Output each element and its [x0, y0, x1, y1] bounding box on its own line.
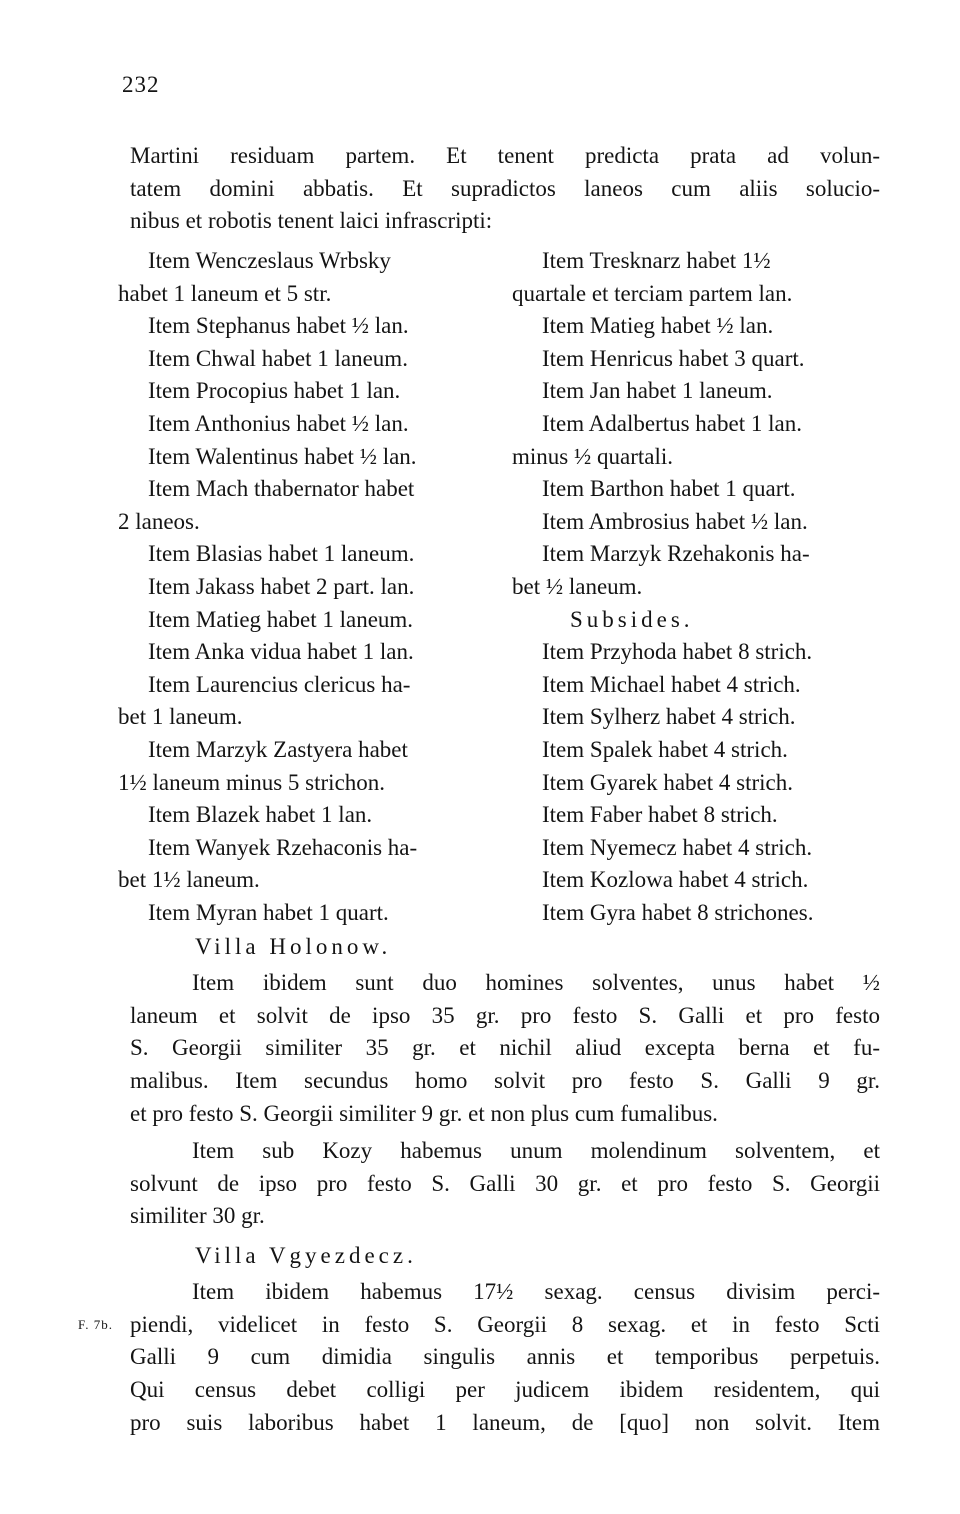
list-item: Item Anthonius habet ½ lan. [148, 410, 409, 436]
text-line: laneum et solvit de ipso 35 gr. pro festo S. Galli et pro festo [130, 1002, 880, 1028]
list-item: Item Marzyk Zastyera habet [148, 736, 408, 762]
list-item: Item Michael habet 4 strich. [542, 671, 801, 697]
list-item-continuation: 2 laneos. [118, 508, 200, 534]
list-item: Item Stephanus habet ½ lan. [148, 313, 409, 339]
list-item-continuation: habet 1 laneum et 5 str. [118, 280, 332, 306]
intro-paragraph [130, 140, 880, 238]
right-column-list [512, 245, 882, 929]
list-item: Item Nyemecz habet 4 strich. [542, 834, 813, 860]
list-item: Item Jakass habet 2 part. lan. [148, 573, 415, 599]
text-line: Qui census debet colligi per judicem ibidem residentem, qui [130, 1377, 880, 1403]
text-line: piendi, videlicet in festo S. Georgii 8 sexag. et in festo Scti [130, 1311, 880, 1337]
list-item: Item Chwal habet 1 laneum. [148, 345, 408, 371]
list-item: Item Jan habet 1 laneum. [542, 378, 773, 404]
list-item: Item Mach thabernator habet [148, 476, 415, 502]
mill-paragraph [130, 1135, 880, 1233]
list-item: Item Wanyek Rzehaconis ha- [148, 834, 418, 860]
list-item: Item Adalbertus habet 1 lan. [542, 410, 802, 436]
list-item: Item Myran habet 1 quart. [148, 899, 389, 925]
text-line: Item ibidem sunt duo homines solventes, unus habet ½ [192, 970, 880, 995]
subheading-subsides: Subsides. [570, 606, 694, 632]
text-line: tatem domini abbatis. Et supradictos laneos cum aliis solucio- [130, 175, 880, 201]
list-item-continuation: 1½ laneum minus 5 strichon. [118, 769, 386, 795]
list-item: Item Blazek habet 1 lan. [148, 802, 373, 828]
list-item-continuation: bet 1½ laneum. [118, 867, 260, 893]
list-item: Item Blasias habet 1 laneum. [148, 541, 415, 567]
list-item: Item Procopius habet 1 lan. [148, 378, 401, 404]
page-number: 232 [122, 72, 160, 97]
text-line: nibus et robotis tenent laici infrascripti: [130, 208, 493, 234]
list-item: Item Anka vidua habet 1 lan. [148, 639, 414, 665]
list-item-continuation: bet 1 laneum. [118, 704, 243, 730]
folio-margin-note: F. 7b. [78, 1317, 113, 1332]
list-item: Item Przyhoda habet 8 strich. [542, 639, 813, 665]
text-line: Item sub Kozy habemus unum molendinum solventem, et [192, 1138, 880, 1163]
text-line: S. Georgii similiter 35 gr. et nichil aliud excepta berna et fu- [130, 1035, 880, 1061]
list-item: Item Matieg habet 1 laneum. [148, 606, 414, 632]
text-line: pro suis laboribus habet 1 laneum, de [quo] non solvit. Item [130, 1409, 880, 1435]
list-item: Item Marzyk Rzehakonis ha- [542, 541, 810, 567]
list-item: Item Faber habet 8 strich. [542, 802, 778, 828]
list-item: Item Gyra habet 8 strichones. [542, 899, 814, 925]
text-line: Martini residuam partem. Et tenent predicta prata ad volun- [130, 143, 880, 168]
list-item-continuation: quartale et terciam partem lan. [512, 280, 793, 306]
text-line: Galli 9 cum dimidia singulis annis et temporibus perpetuis. [130, 1344, 880, 1370]
left-column-list [118, 245, 490, 929]
list-item: Item Walentinus habet ½ lan. [148, 443, 417, 469]
list-item: Item Wenczeslaus Wrbsky [148, 248, 391, 273]
list-item: Item Gyarek habet 4 strich. [542, 769, 793, 795]
text-line: malibus. Item secundus homo solvit pro festo S. Galli 9 gr. [130, 1068, 880, 1094]
text-line: et pro festo S. Georgii similiter 9 gr. et non plus cum fumalibus. [130, 1100, 718, 1126]
villa-vgyezdecz-paragraph [130, 1276, 880, 1440]
text-line: solvunt de ipso pro festo S. Galli 30 gr. et pro festo S. Georgii [130, 1170, 880, 1196]
list-item: Item Kozlowa habet 4 strich. [542, 867, 809, 893]
list-item: Item Ambrosius habet ½ lan. [542, 508, 808, 534]
list-item: Item Tresknarz habet 1½ [542, 248, 771, 273]
list-item: Item Sylherz habet 4 strich. [542, 704, 796, 730]
villa-holonow-paragraph [130, 967, 880, 1131]
list-item: Item Spalek habet 4 strich. [542, 736, 788, 762]
list-item: Item Henricus habet 3 quart. [542, 345, 805, 371]
list-item: Item Barthon habet 1 quart. [542, 476, 796, 502]
list-item: Item Matieg habet ½ lan. [542, 313, 774, 339]
section-heading-villa-vgyezdecz: Villa Vgyezdecz. [195, 1243, 417, 1268]
text-line: Item ibidem habemus 17½ sexag. census divisim perci- [192, 1279, 880, 1304]
list-item-continuation: bet ½ laneum. [512, 573, 643, 599]
list-item-continuation: minus ½ quartali. [512, 443, 673, 469]
list-item: Item Laurencius clericus ha- [148, 671, 411, 697]
text-line: similiter 30 gr. [130, 1203, 265, 1229]
section-heading-villa-holonow: Villa Holonow. [195, 934, 392, 959]
